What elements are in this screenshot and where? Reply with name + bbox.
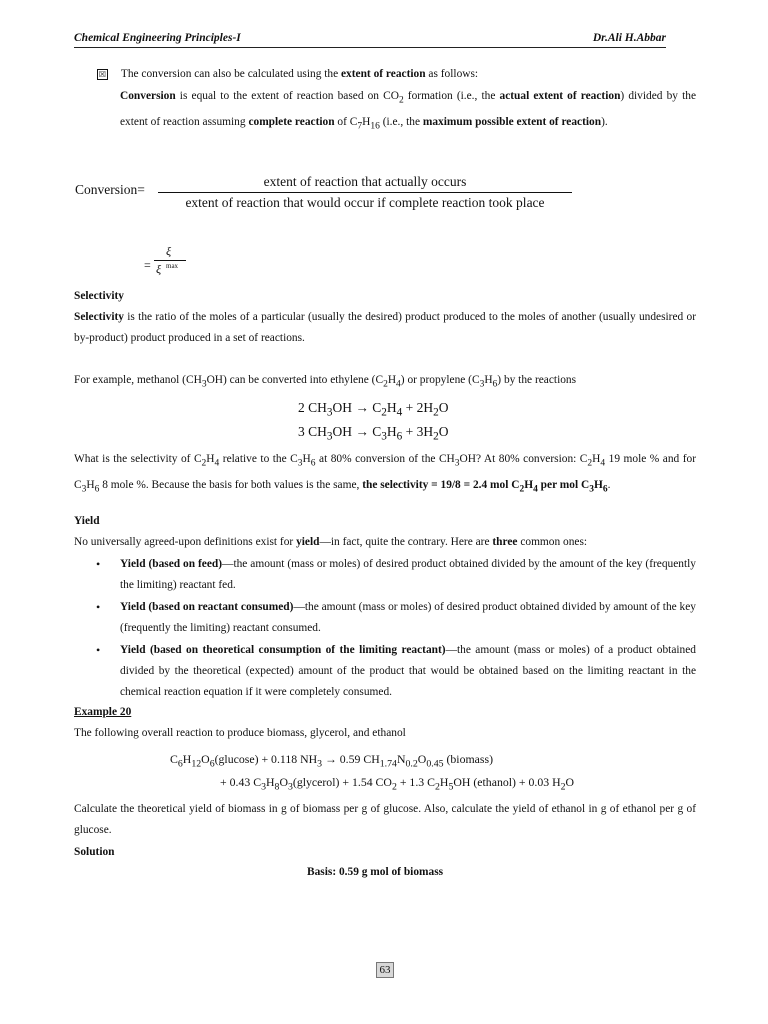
conversion-equation-lhs: Conversion= [75, 182, 145, 197]
solution-basis: Basis: 0.59 g mol of biomass [307, 866, 444, 878]
selectivity-question: What is the selectivity of $C_2H_4$ relative to the $C_3H_6$ at 80% conversion of the $CH_3OH$? At 80% conversion: $C_2H_4$ 19 mole % and for $C_3H_6$ 8 mole %. Because the basis for both values is the same, the selectivity = 19/8 = 2.4 mol $C_2H_4$ per mol $C_3H_6$. [74, 453, 696, 494]
yield-definitions-list [74, 554, 696, 704]
header-title: Chemical Engineering Principles-I [74, 32, 241, 44]
biomass-reaction-line2: + 0.43 $C_3H_8O_3(glycerol) + 1.54$ $CO_2 + 1.3$ $C_2H_5OH$ (ethanol) + 0.03 $H_2O$ [220, 775, 575, 793]
page-header [74, 32, 666, 48]
bullet-icon: • [96, 599, 101, 614]
reaction-propylene: 3 $CH_3OH \to C_3H_6 + 3H_2O$ [298, 424, 449, 443]
methanol-example-text: For example, methanol $(CH_3OH)$ can be converted into ethylene $(C_2H_4)$ or propylene $(C_3H_6)$ by the reactions [74, 374, 577, 390]
list-item: • Yield (based on feed)—the amount (mass or moles) of desired product obtained divided by the amount of the key (frequently the limiting) reactant fed. [74, 554, 696, 597]
yield-heading: Yield [74, 515, 100, 527]
fraction-numerator: extent of reaction that actually occurs [263, 174, 467, 189]
header-author: Dr.Ali H.Abbar [592, 32, 666, 44]
reaction-ethylene: 2 $CH_3OH \to C_2H_4 + 2H_2O$ [298, 400, 449, 419]
list-item: • Yield (based on theoretical consumption of the limiting reactant)—the amount (mass or moles) of a product obtained divided by the theoretical (expected) amount of the product that would be obtained based on the limiting reactant in the chemical reaction equation if it were completely consumed. [74, 640, 696, 704]
bullet-icon: • [96, 642, 101, 657]
page-number: 63 [376, 962, 394, 978]
bullet-icon: • [96, 557, 101, 571]
biomass-reaction-line1: $C_6H_{12}O_6(glucose) + 0.118$ $NH_3 \to 0.59$ $CH_{1.74}N_{0.2}O_{0.45}$ (biomass) [170, 752, 494, 770]
selectivity-definition: Selectivity is the ratio of the moles of a particular (usually the desired) product produced to the moles of another (usually undesired or by-product) product produced in a set of reactions. [74, 311, 696, 345]
list-item: • Yield (based on reactant consumed)—the amount (mass or moles) of desired product obtained divided by amount of the key (frequently the limiting) reactant consumed. [74, 597, 696, 640]
selectivity-heading: Selectivity [74, 290, 124, 302]
checkbox-icon: ☒ [98, 70, 107, 79]
yield-intro: No universally agreed-upon definitions exist for yield—in fact, quite the contrary. Here are three common ones: [74, 536, 588, 548]
example-heading: Example 20 [74, 706, 132, 718]
conversion-definition: Conversion is equal to the extent of reaction based on $CO_2$ formation (i.e., the actual extent of reaction) divided by the extent of reaction assuming complete reaction of $C_7H_{16}$ (i.e., the maximum possible extent of reaction). [120, 90, 696, 131]
solution-heading: Solution [74, 846, 115, 858]
example-question: Calculate the theoretical yield of biomass in g of biomass per g of glucose. Also, calculate the yield of ethanol in g of ethanol per g of glucose. [74, 803, 696, 837]
intro-line: ☒ The conversion can also be calculated using the extent of reaction as follows: [98, 68, 479, 80]
conversion-fraction [158, 174, 572, 211]
example-intro: The following overall reaction to produce biomass, glycerol, and ethanol [74, 727, 406, 739]
fraction-denominator: extent of reaction that would occur if complete reaction took place [158, 192, 572, 211]
